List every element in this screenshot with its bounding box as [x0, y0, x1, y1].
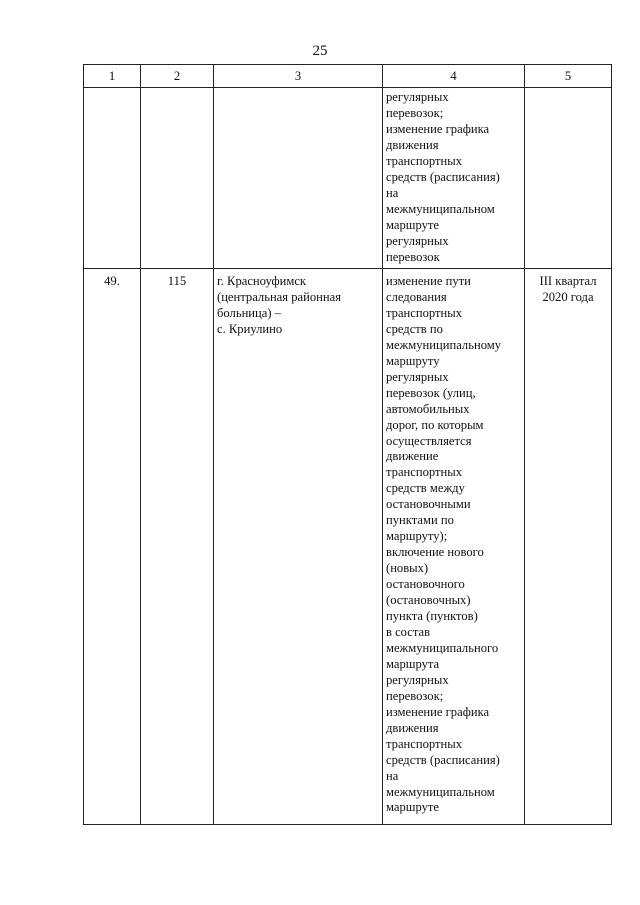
text-line: (центральная районная	[217, 289, 342, 304]
text-line: регулярных	[386, 233, 449, 248]
cell-route-name	[214, 269, 383, 825]
text-line: межмуниципальном	[386, 201, 495, 216]
text-line: средств (расписания)	[386, 752, 500, 767]
text-line: межмуниципальному	[386, 337, 502, 352]
text-line: на	[386, 768, 399, 783]
text-line: следования	[386, 289, 447, 304]
cell-changes	[383, 269, 525, 825]
text-line: перевозок (улиц,	[386, 385, 476, 400]
text-line: III квартал	[539, 274, 597, 288]
text-line: транспортных	[386, 153, 463, 168]
text-line: дорог, по которым	[386, 417, 484, 432]
text-line: автомобильных	[386, 401, 470, 416]
text-line: маршруту);	[386, 529, 448, 544]
text-line: межмуниципального	[386, 640, 499, 655]
text-line: транспортных	[386, 465, 463, 480]
text-line: с. Криулино	[217, 321, 283, 336]
text-line: движения	[386, 720, 439, 735]
cell-period-empty	[525, 88, 612, 269]
text-line: регулярных	[386, 672, 449, 687]
cell-route-number: 115	[141, 269, 214, 825]
text-line: средств между	[386, 481, 465, 496]
text-line: изменение графика	[386, 121, 490, 136]
table-header-row	[84, 65, 612, 88]
text-line: перевозок;	[386, 688, 444, 703]
column-header-5: 5	[525, 65, 612, 88]
table-row-continuation	[84, 88, 612, 269]
cell-number-empty	[84, 88, 141, 269]
text-line: включение нового	[386, 545, 484, 560]
text-line: больница) –	[217, 305, 282, 320]
text-line: движение	[386, 449, 439, 464]
text-line: г. Красноуфимск	[217, 274, 307, 288]
text-line: средств по	[386, 321, 443, 336]
cell-row-number: 49.	[84, 269, 141, 825]
text-line: осуществляется	[386, 433, 472, 448]
text-line: изменение пути	[386, 274, 471, 288]
column-header-2: 2	[141, 65, 214, 88]
text-line: изменение графика	[386, 704, 490, 719]
cell-period	[525, 269, 612, 825]
text-line: пункта (пунктов)	[386, 609, 478, 624]
text-line: (остановочных)	[386, 593, 471, 608]
text-line: маршрута	[386, 656, 440, 671]
text-line: 2020 года	[542, 289, 594, 304]
text-line: регулярных	[386, 90, 449, 104]
text-line: (новых)	[386, 561, 429, 576]
text-line: перевозок;	[386, 105, 444, 120]
cell-route-name-empty	[214, 88, 383, 269]
column-header-1: 1	[84, 65, 141, 88]
text-line: транспортных	[386, 736, 463, 751]
text-line: движения	[386, 137, 439, 152]
text-line: остановочного	[386, 577, 465, 592]
text-line: межмуниципальном	[386, 784, 495, 799]
column-header-3: 3	[214, 65, 383, 88]
text-line: пунктами по	[386, 513, 454, 528]
page-number: 25	[312, 43, 328, 59]
text-line: средств (расписания)	[386, 169, 500, 184]
text-line: маршруте	[386, 217, 439, 232]
routes-table	[83, 64, 612, 825]
text-line: остановочными	[386, 497, 471, 512]
table-row-49	[84, 269, 612, 825]
text-line: транспортных	[386, 305, 463, 320]
text-line: регулярных	[386, 369, 449, 384]
text-line: перевозок	[386, 249, 440, 264]
cell-changes-continuation	[383, 88, 525, 269]
text-line: на	[386, 185, 399, 200]
text-line: в состав	[386, 624, 431, 639]
column-header-4: 4	[383, 65, 525, 88]
text-line: маршруту	[386, 353, 440, 368]
text-line: маршруте	[386, 800, 439, 815]
cell-route-number-empty	[141, 88, 214, 269]
